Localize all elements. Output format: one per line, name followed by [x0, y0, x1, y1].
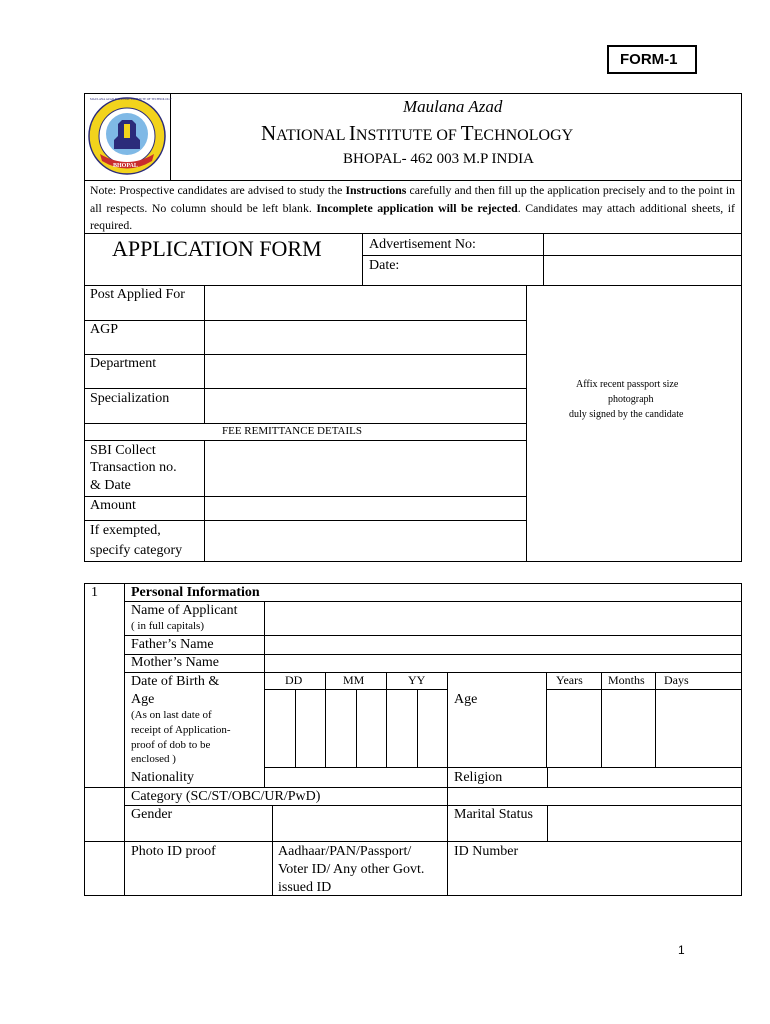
gender-label: Gender [131, 807, 173, 822]
advertisement-label: Advertisement No: [369, 237, 476, 252]
photo-box[interactable] [527, 286, 741, 561]
instructions-note: Note: Prospective candidates are advised to study the Instructions carefully and then fill up the application precisely and to the point in all respects. No column should be left blank. Incomplete application will be rejected. Candidates may attach additional sheets, if required. [90, 183, 735, 232]
mother-name-input[interactable] [265, 655, 741, 671]
nationality-label: Nationality [131, 770, 194, 785]
dob-note-4: enclosed ) [131, 753, 176, 765]
religion-input[interactable] [548, 768, 741, 786]
mother-name-label: Mother’s Name [131, 655, 219, 670]
sbi-collect-label-3: & Date [90, 478, 131, 493]
advertisement-input[interactable] [544, 234, 741, 254]
applicant-name-sublabel: ( in full capitals) [131, 620, 205, 632]
specialization-label: Specialization [90, 391, 170, 406]
id-number-label: ID Number [454, 844, 519, 859]
category-input[interactable] [448, 788, 741, 804]
applicant-name-input[interactable] [265, 602, 741, 634]
dob-note-3: proof of dob to be [131, 739, 211, 751]
father-name-label: Father’s Name [131, 637, 214, 652]
id-number-input[interactable] [448, 862, 741, 895]
age-label: Age [454, 692, 478, 707]
id-types-3: issued ID [278, 880, 332, 895]
days-label: Days [664, 673, 689, 687]
mm-label: MM [343, 673, 365, 687]
photo-id-label: Photo ID proof [131, 844, 216, 859]
exempted-label-2: specify category [90, 543, 183, 558]
page-number: 1 [678, 943, 685, 957]
logo-top-text: MAULANA AZAD NATIONAL INSTITUTE OF TECHNOLOGY [90, 97, 172, 101]
exempted-category-input[interactable] [205, 521, 525, 561]
photo-instruction-2: photograph [608, 394, 654, 405]
dob-note-1: (As on last date of [131, 709, 212, 721]
fee-remittance-header: FEE REMITTANCE DETAILS [222, 425, 363, 437]
personal-info-heading: Personal Information [131, 585, 260, 600]
sbi-collect-label-1: SBI Collect [90, 443, 156, 458]
section-number: 1 [91, 585, 98, 600]
institute-line1: Maulana Azad [403, 97, 503, 116]
dob-input[interactable] [265, 690, 446, 766]
specialization-input[interactable] [205, 389, 525, 422]
agp-input[interactable] [205, 321, 525, 353]
yy-label: YY [408, 673, 426, 687]
dd-label: DD [285, 673, 303, 687]
religion-label: Religion [454, 770, 503, 785]
date-input[interactable] [544, 256, 741, 285]
applicant-name-label: Name of Applicant [131, 603, 238, 618]
dob-label: Date of Birth & [131, 674, 220, 689]
post-applied-label: Post Applied For [90, 287, 185, 302]
exempted-label-1: If exempted, [90, 523, 161, 538]
photo-instruction-1: Affix recent passport size [576, 379, 679, 390]
sbi-collect-label-2: Transaction no. [90, 460, 177, 475]
logo-bottom-text: BHOPAL [113, 163, 138, 169]
department-label: Department [90, 356, 157, 371]
amount-label: Amount [90, 498, 136, 513]
dob-age-label: Age [131, 692, 155, 707]
post-applied-input[interactable] [205, 286, 525, 319]
amount-input[interactable] [205, 497, 525, 519]
years-label: Years [556, 673, 583, 687]
category-label: Category (SC/ST/OBC/UR/PwD) [131, 789, 321, 804]
id-types-1: Aadhaar/PAN/Passport/ [278, 844, 412, 859]
dob-note-2: receipt of Application- [131, 724, 231, 736]
institute-address: BHOPAL- 462 003 M.P INDIA [343, 151, 534, 167]
sbi-transaction-input[interactable] [205, 441, 525, 495]
marital-status-input[interactable] [548, 806, 741, 840]
father-name-input[interactable] [265, 636, 741, 653]
institute-title: NATIONAL INSTITUTE OF TECHNOLOGY [261, 121, 574, 145]
age-input[interactable] [547, 690, 741, 766]
gender-input[interactable] [273, 806, 446, 840]
form-number: FORM-1 [620, 51, 678, 68]
photo-instruction-3: duly signed by the candidate [569, 409, 684, 420]
agp-label: AGP [90, 322, 119, 337]
months-label: Months [608, 673, 645, 687]
department-input[interactable] [205, 355, 525, 387]
id-types-2: Voter ID/ Any other Govt. [278, 862, 425, 877]
nationality-input[interactable] [265, 768, 446, 786]
marital-status-label: Marital Status [454, 807, 533, 822]
application-form-title: APPLICATION FORM [112, 236, 322, 261]
date-label: Date: [369, 258, 400, 273]
